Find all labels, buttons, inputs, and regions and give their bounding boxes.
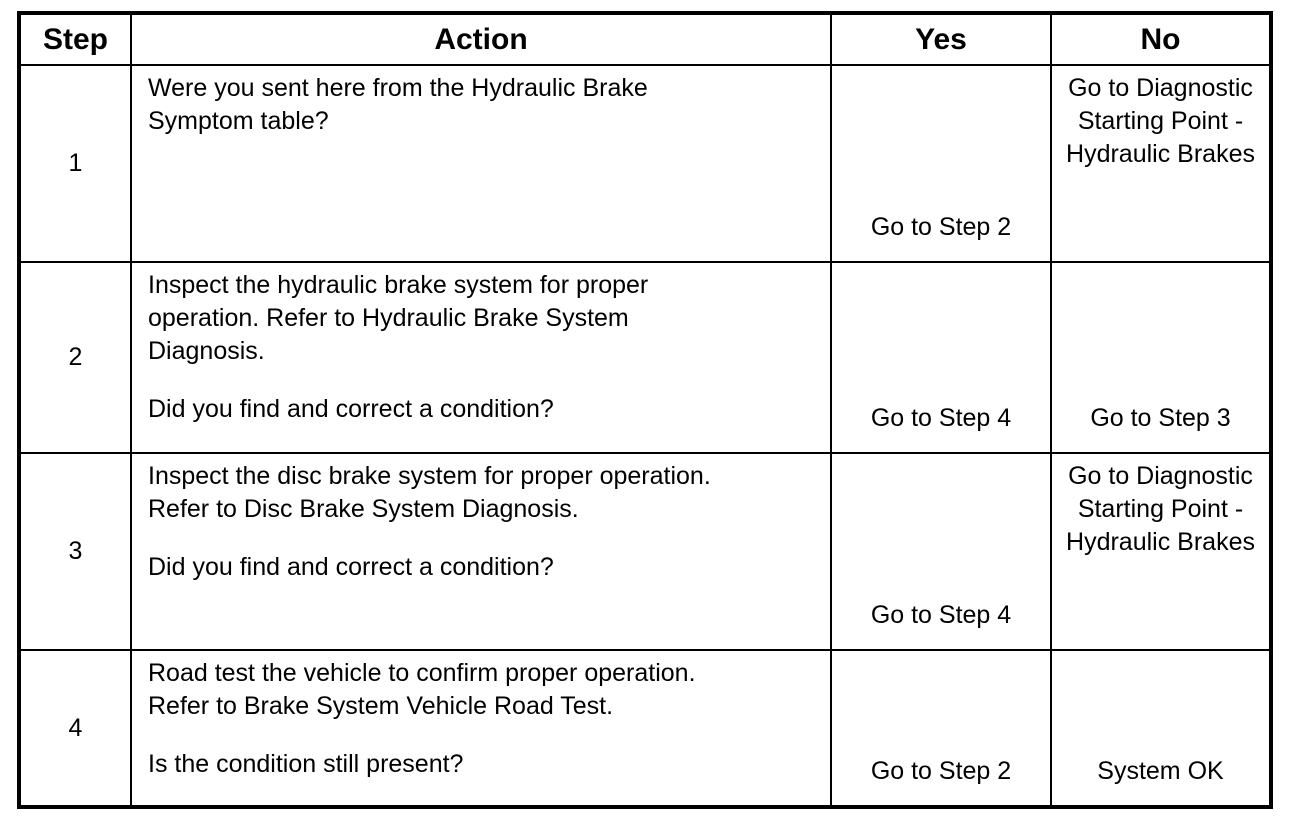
step-number: 2 [19, 262, 131, 453]
action-text [131, 65, 831, 262]
table-header [19, 13, 1271, 65]
action-question: Did you find and correct a condition? [148, 553, 554, 581]
action-question: Did you find and correct a condition? [148, 395, 554, 423]
header-step: Step [19, 13, 131, 65]
table-row [19, 453, 1271, 650]
no-result [1051, 453, 1271, 650]
no-result-text: Go to Diagnostic Starting Point - Hydraulic Brakes [1066, 74, 1255, 168]
action-line: Were you sent here from the Hydraulic Brake [148, 74, 648, 102]
table-row [19, 262, 1271, 453]
no-result [1051, 650, 1271, 807]
action-line: Refer to Brake System Vehicle Road Test. [148, 692, 614, 720]
action-line: operation. Refer to Hydraulic Brake System [148, 304, 629, 332]
action-line: Symptom table? [148, 107, 329, 135]
yes-result: Go to Step 4 [831, 262, 1051, 453]
header-yes: Yes [831, 13, 1051, 65]
yes-result: Go to Step 4 [831, 453, 1051, 650]
header-action: Action [131, 13, 831, 65]
action-paragraph [148, 460, 820, 526]
table-row [19, 65, 1271, 262]
action-paragraph [148, 269, 820, 368]
table-row [19, 650, 1271, 807]
no-result-text: Go to Step 3 [1090, 404, 1231, 432]
no-result-text: System OK [1097, 757, 1224, 785]
step-number: 4 [19, 650, 131, 807]
action-paragraph [148, 657, 820, 723]
action-line: Road test the vehicle to confirm proper operation. [148, 659, 696, 687]
step-number: 1 [19, 65, 131, 262]
action-text [131, 650, 831, 807]
yes-result: Go to Step 2 [831, 65, 1051, 262]
action-line: Inspect the hydraulic brake system for proper [148, 271, 649, 299]
action-line: Inspect the disc brake system for proper operation. [148, 462, 711, 490]
no-result-text: Go to Diagnostic Starting Point - Hydraulic Brakes [1066, 462, 1255, 556]
action-paragraph [148, 72, 820, 138]
action-line: Diagnosis. [148, 337, 265, 365]
diagnostic-table [17, 11, 1273, 809]
no-result [1051, 65, 1271, 262]
header-row [19, 13, 1271, 65]
no-result [1051, 262, 1271, 453]
action-text [131, 262, 831, 453]
header-no: No [1051, 13, 1271, 65]
table-body [19, 65, 1271, 807]
action-text [131, 453, 831, 650]
action-line: Refer to Disc Brake System Diagnosis. [148, 495, 579, 523]
step-number: 3 [19, 453, 131, 650]
action-question: Is the condition still present? [148, 750, 464, 778]
yes-result: Go to Step 2 [831, 650, 1051, 807]
